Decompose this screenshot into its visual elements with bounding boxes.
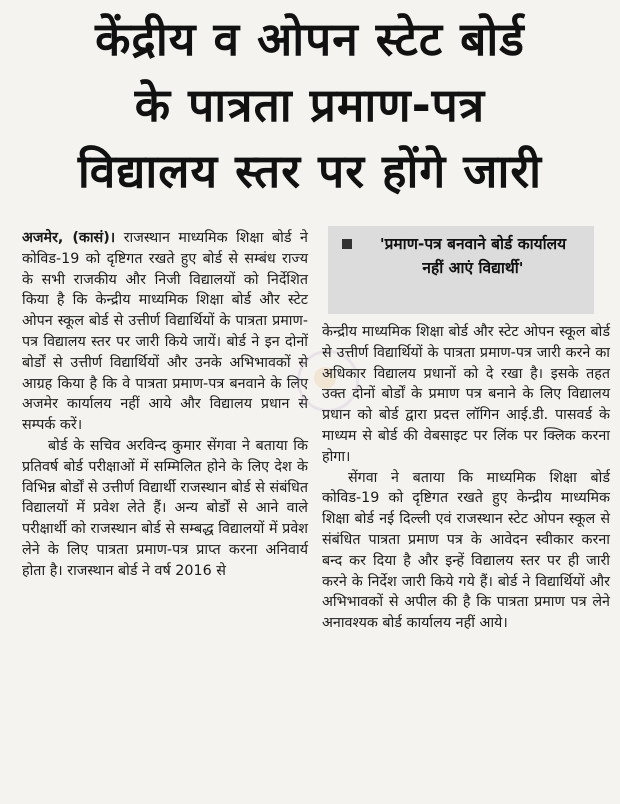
headline-line-3: विद्यालय स्तर पर होंगे जारी	[77, 144, 543, 198]
headline-line-1: केंद्रीय व ओपन स्टेट बोर्ड	[95, 12, 525, 66]
paragraph-1-text: राजस्थान माध्यमिक शिक्षा बोर्ड ने कोविड-19 को दृष्टिगत रखते हुए बोर्ड से सम्बंध राज्य के सभी राजकीय और निजी विद्यालयों को निर्देशित किया है कि केन्द्रीय माध्यमिक शिक्षा बोर्ड और स्टेट ओपन स्कूल बोर्ड से उत्तीर्ण विद्यार्थियों के पात्रता प्रमाण-पत्र विद्यालय स्तर पर जारी किये जायें। बोर्ड ने इन दोनों बोर्डों से उत्तीर्ण विद्यार्थियों और उनके अभिभावकों से आग्रह किया है कि वे पात्रता प्रमाण-पत्र बनवाने के लिए अजमेर कार्यालय नहीं आये और विद्यालय प्रधान से सम्पर्क करें।	[22, 230, 308, 434]
paragraph-4: सेंगवा ने बताया कि माध्यमिक शिक्षा बोर्ड कोविड-19 को दृष्टिगत रखते हुए केन्द्रीय माध्यमिक शिक्षा बोर्ड नई दिल्ली एवं राजस्थान स्टेट ओपन स्कूल से संबंधित पात्रता प्रमाण पत्र के आवेदन स्वीकार करना बन्द कर दिया है और इन्हें विद्यालय स्तर पर ही जारी करने के निर्देश जारी किये गये हैं। बोर्ड ने विद्यार्थियों और अभिभावकों से अपील की है कि पात्रता प्रमाण पत्र लेने अनावश्यक बोर्ड कार्यालय नहीं आये।	[322, 469, 610, 632]
pull-quote-text: 'प्रमाण-पत्र बनवाने बोर्ड कार्यालय नहीं आएं विद्यार्थी'	[379, 235, 567, 277]
pull-quote	[328, 226, 594, 314]
square-bullet-icon	[342, 239, 352, 249]
paragraph-1	[22, 228, 308, 436]
left-column	[22, 228, 308, 582]
paragraph-2: बोर्ड के सचिव अरविन्द कुमार सेंगवा ने बताया कि प्रतिवर्ष बोर्ड परीक्षाओं में सम्मिलित होने के लिए देश के विभिन्न बोर्डों से उत्तीर्ण विद्यार्थी राजस्थान बोर्ड से संबंधित विद्यालयों में प्रवेश लेते हैं। अन्य बोर्डों से आने वाले परीक्षार्थी को राजस्थान बोर्ड से सम्बद्ध विद्यालयों में प्रवेश लेने के लिए पात्रता प्रमाण-पत्र प्राप्त करना अनिवार्य होता है। राजस्थान बोर्ड ने वर्ष 2016 से	[22, 437, 308, 579]
paragraph-3: केन्द्रीय माध्यमिक शिक्षा बोर्ड और स्टेट ओपन स्कूल बोर्ड से उत्तीर्ण विद्यार्थियों के पात्रता प्रमाण-पत्र जारी करने का अधिकार विद्यालय प्रधानों को दे रखा है। इसके तहत उक्त दोनों बोर्डों के प्रमाण पत्र बनाने के लिए विद्यालय प्रधान को बोर्ड द्वारा प्रदत्त लॉगिन आई.डी. पासवर्ड के माध्यम से बोर्ड की वेबसाइट पर लिंक पर क्लिक करना होगा।	[322, 324, 610, 465]
dateline: अजमेर, (कासं)।	[22, 230, 116, 246]
right-column	[322, 322, 610, 634]
headline	[0, 6, 620, 204]
headline-line-2: के पात्रता प्रमाण-पत्र	[134, 78, 486, 132]
